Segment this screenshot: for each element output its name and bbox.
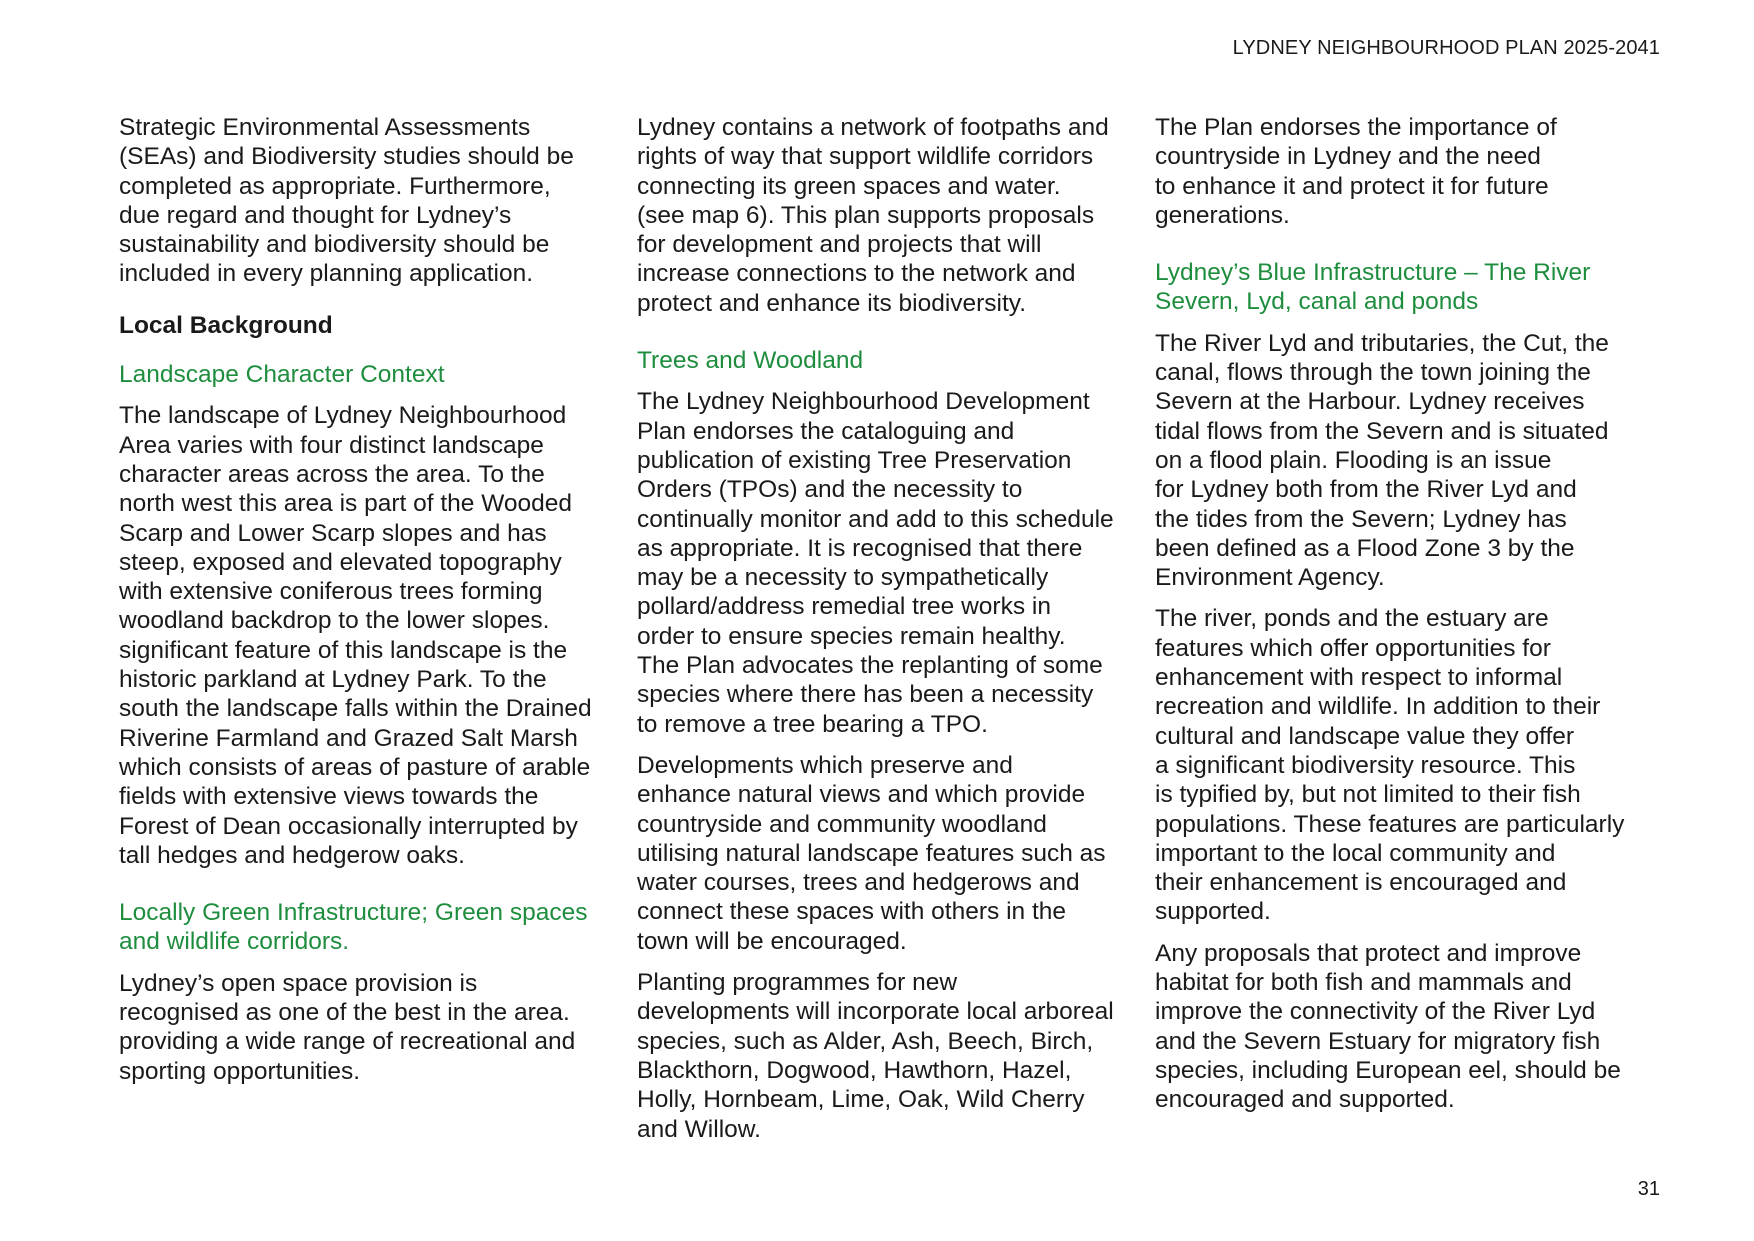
text-line: tidal flows from the Severn and is situated: [1155, 417, 1609, 445]
heading-line: Locally Green Infrastructure; Green spaces: [119, 899, 588, 927]
text-line: generations.: [1155, 201, 1290, 229]
text-line: with extensive coniferous trees forming: [119, 578, 543, 606]
paragraph-open-space: [119, 969, 609, 1086]
text-line: species, such as Alder, Ash, Beech, Birch,: [637, 1027, 1094, 1055]
text-line: continually monitor and add to this schedule: [637, 505, 1114, 533]
text-line: included in every planning application.: [119, 260, 534, 288]
text-line: protect and enhance its biodiversity.: [637, 289, 1027, 317]
paragraph-proposals: [1155, 939, 1645, 1115]
heading-blue-infrastructure: [1155, 258, 1645, 317]
text-line: cultural and landscape value they offer: [1155, 722, 1575, 750]
text-line: significant feature of this landscape is the: [119, 636, 568, 664]
text-line: to enhance it and protect it for future: [1155, 172, 1549, 200]
text-line: The landscape of Lydney Neighbourhood: [119, 402, 567, 430]
heading-green-infrastructure: [119, 898, 609, 957]
text-line: The Plan endorses the importance of: [1155, 114, 1557, 141]
text-line: Riverine Farmland and Grazed Salt Marsh: [119, 724, 578, 752]
paragraph-sea-intro: [119, 113, 609, 289]
text-line: may be a necessity to sympathetically: [637, 564, 1049, 592]
text-line: Plan endorses the cataloguing and: [637, 417, 1015, 445]
paragraph-countryside: [1155, 113, 1645, 230]
text-line: Forest of Dean occasionally interrupted by: [119, 812, 578, 840]
text-line: for development and projects that will: [637, 231, 1042, 259]
text-line: countryside and community woodland: [637, 810, 1047, 838]
text-line: to remove a tree bearing a TPO.: [637, 710, 988, 738]
text-line: recognised as one of the best in the area.: [119, 999, 570, 1027]
text-line: character areas across the area. To the: [119, 460, 545, 488]
text-line: rights of way that support wildlife corridors: [637, 143, 1094, 171]
text-line: woodland backdrop to the lower slopes.: [119, 607, 550, 635]
text-line: developments will incorporate local arboreal: [637, 998, 1114, 1026]
column-right: [1155, 113, 1645, 1127]
text-line: habitat for both fish and mammals and: [1155, 969, 1572, 997]
heading-trees-woodland: [637, 346, 1127, 375]
text-line: supported.: [1155, 898, 1271, 926]
text-line: south the landscape falls within the Drained: [119, 695, 592, 723]
heading-line: Landscape Character Context: [119, 361, 445, 389]
heading-local-background: Local Background: [119, 311, 333, 339]
text-line: Lydney contains a network of footpaths and: [637, 114, 1109, 141]
paragraph-ponds-estuary: [1155, 604, 1645, 926]
text-line: countryside in Lydney and the need: [1155, 143, 1541, 171]
text-line: improve the connectivity of the River Lyd: [1155, 998, 1596, 1026]
text-line: populations. These features are particularly: [1155, 810, 1625, 838]
text-line: order to ensure species remain healthy.: [637, 622, 1066, 650]
text-line: water courses, trees and hedgerows and: [637, 869, 1080, 897]
heading-line: and wildlife corridors.: [119, 928, 350, 956]
heading-landscape-character: [119, 360, 609, 389]
text-line: fields with extensive views towards the: [119, 783, 539, 811]
text-line: which consists of areas of pasture of arable: [119, 753, 591, 781]
text-line: enhance natural views and which provide: [637, 781, 1086, 809]
heading-line: Severn, Lyd, canal and ponds: [1155, 288, 1479, 316]
paragraph-river-lyd: [1155, 329, 1645, 593]
text-line: connecting its green spaces and water.: [637, 172, 1061, 200]
text-line: Blackthorn, Dogwood, Hawthorn, Hazel,: [637, 1056, 1072, 1084]
text-line: a significant biodiversity resource. This: [1155, 751, 1576, 779]
paragraph-trees: [637, 387, 1127, 739]
running-header: LYDNEY NEIGHBOURHOOD PLAN 2025-2041: [1232, 37, 1660, 59]
paragraph-developments: [637, 751, 1127, 956]
text-line: The Lydney Neighbourhood Development: [637, 388, 1090, 416]
text-line: utilising natural landscape features such as: [637, 839, 1106, 867]
text-line: Scarp and Lower Scarp slopes and has: [119, 519, 547, 547]
text-line: as appropriate. It is recognised that there: [637, 534, 1083, 562]
text-line: is typified by, but not limited to their fish: [1155, 781, 1581, 809]
text-line: Orders (TPOs) and the necessity to: [637, 476, 1023, 504]
text-line: increase connections to the network and: [637, 260, 1076, 288]
column-left: [119, 113, 609, 1098]
text-line: the tides from the Severn; Lydney has: [1155, 505, 1567, 533]
text-line: features which offer opportunities for: [1155, 634, 1551, 662]
text-line: important to the local community and: [1155, 839, 1556, 867]
page-number: 31: [1637, 1178, 1660, 1200]
text-line: north west this area is part of the Wooded: [119, 490, 573, 518]
text-line: been defined as a Flood Zone 3 by the: [1155, 534, 1575, 562]
text-line: due regard and thought for Lydney’s: [119, 201, 512, 229]
text-line: (SEAs) and Biodiversity studies should be: [119, 143, 574, 171]
text-line: publication of existing Tree Preservation: [637, 446, 1072, 474]
text-line: pollard/address remedial tree works in: [637, 593, 1051, 621]
text-line: their enhancement is encouraged and: [1155, 869, 1567, 897]
text-line: providing a wide range of recreational and: [119, 1028, 576, 1056]
text-line: Developments which preserve and: [637, 751, 1013, 779]
text-line: for Lydney both from the River Lyd and: [1155, 476, 1577, 504]
text-line: The River Lyd and tributaries, the Cut, the: [1155, 329, 1609, 357]
text-line: completed as appropriate. Furthermore,: [119, 172, 551, 200]
text-line: Area varies with four distinct landscape: [119, 431, 544, 459]
text-line: Lydney’s open space provision is: [119, 969, 478, 997]
text-line: town will be encouraged.: [637, 927, 907, 955]
heading-line: Trees and Woodland: [637, 347, 864, 375]
text-line: sustainability and biodiversity should be: [119, 231, 550, 259]
text-line: and the Severn Estuary for migratory fish: [1155, 1027, 1601, 1055]
text-line: tall hedges and hedgerow oaks.: [119, 841, 465, 869]
text-line: (see map 6). This plan supports proposals: [637, 201, 1095, 229]
text-line: steep, exposed and elevated topography: [119, 548, 562, 576]
text-line: and Willow.: [637, 1115, 761, 1143]
column-middle: [637, 113, 1127, 1156]
text-line: Any proposals that protect and improve: [1155, 939, 1582, 967]
text-line: Strategic Environmental Assessments: [119, 114, 531, 141]
text-line: connect these spaces with others in the: [637, 898, 1067, 926]
paragraph-footpaths: [637, 113, 1127, 318]
text-line: recreation and wildlife. In addition to their: [1155, 693, 1601, 721]
text-line: Holly, Hornbeam, Lime, Oak, Wild Cherry: [637, 1086, 1085, 1114]
heading-line: Lydney’s Blue Infrastructure – The River: [1155, 259, 1591, 287]
text-line: The river, ponds and the estuary are: [1155, 605, 1549, 633]
text-line: canal, flows through the town joining the: [1155, 359, 1591, 387]
paragraph-planting: [637, 968, 1127, 1144]
text-line: The Plan advocates the replanting of some: [637, 652, 1103, 680]
paragraph-landscape: [119, 401, 609, 870]
text-line: Planting programmes for new: [637, 969, 958, 997]
text-line: Severn at the Harbour. Lydney receives: [1155, 388, 1585, 416]
text-line: encouraged and supported.: [1155, 1086, 1455, 1114]
text-line: on a flood plain. Flooding is an issue: [1155, 446, 1552, 474]
text-line: species where there has been a necessity: [637, 681, 1094, 709]
text-line: species, including European eel, should be: [1155, 1056, 1621, 1084]
text-line: sporting opportunities.: [119, 1057, 361, 1085]
text-line: historic parkland at Lydney Park. To the: [119, 666, 547, 694]
text-line: enhancement with respect to informal: [1155, 664, 1563, 692]
text-line: Environment Agency.: [1155, 564, 1385, 592]
